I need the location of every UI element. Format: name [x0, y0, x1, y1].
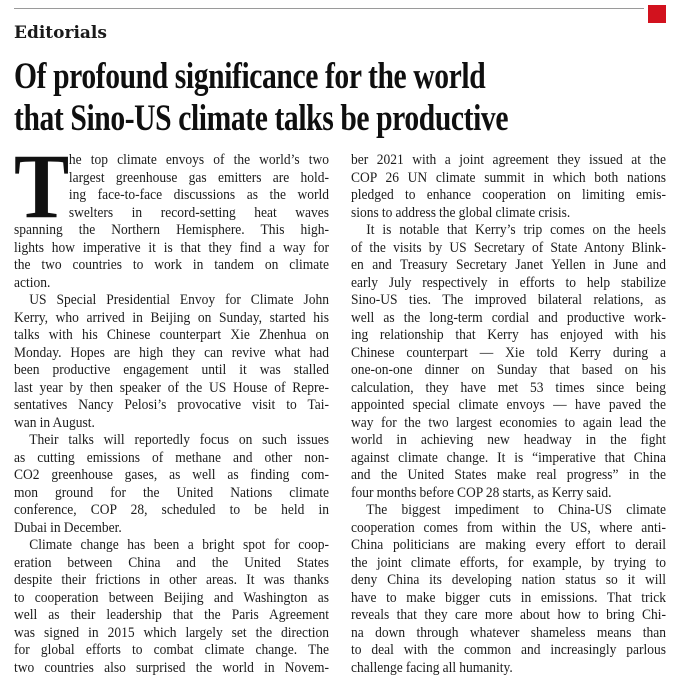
section-label: Editorials — [14, 23, 107, 43]
text-line: and the United States make real progress” in the — [351, 467, 666, 483]
text-line: largest greenhouse gas emitters are hold- — [68, 169, 329, 186]
text-line: sions to address the global climate crisis. — [351, 204, 571, 221]
masthead-rule — [14, 8, 644, 9]
paragraph — [351, 152, 666, 222]
text-line: Climate change has been a bright spot for coop- — [29, 537, 329, 553]
text-line: talks with his Chinese counterpart Xie Zhenhua on — [14, 327, 329, 343]
text-line: last year by then speaker of the US House of Repre- — [14, 379, 329, 396]
text-line: en and Treasury Secretary Janet Yellen in June and — [351, 257, 666, 273]
text-line: challenge facing all humanity. — [351, 659, 513, 676]
red-square-accent — [648, 5, 666, 23]
text-line: lights how imperative it is that they find a way for — [14, 239, 329, 256]
text-line: eration between China and the United States — [14, 554, 329, 571]
text-line: well as the long-term cordial and productive work- — [351, 309, 666, 326]
text-line: conference, COP 28, scheduled to be held in — [14, 502, 329, 518]
text-line: Monday. Hopes are high they can revive what had — [14, 344, 329, 361]
text-line: sentatives Nancy Pelosi’s provocative visit to Tai- — [14, 397, 329, 413]
text-line: despite their frictions in other areas. It was thanks — [14, 572, 329, 588]
text-line: of the visits by US Secretary of State Antony Blink- — [351, 239, 666, 256]
paragraph — [14, 292, 329, 432]
text-line: COP 26 UN climate summit in which both nations — [351, 169, 666, 186]
text-line: four months before COP 28 starts, as Kerry said. — [351, 484, 612, 501]
column-left — [14, 135, 329, 677]
text-line: cooperation comes from within the US, where anti- — [351, 519, 666, 536]
drop-cap: T — [14, 135, 68, 237]
headline — [14, 56, 680, 140]
text-line: he top climate envoys of the world’s two — [68, 152, 329, 168]
text-line: have to make bigger cuts in emissions. That trick — [351, 589, 666, 606]
paragraph — [14, 135, 329, 292]
text-line: for global efforts to combat climate change. The — [14, 642, 329, 658]
text-line: wan in August. — [14, 414, 95, 431]
text-line: way for the two largest economies to again lead the — [351, 414, 666, 431]
text-line: swelters in record-setting heat waves — [68, 204, 329, 221]
text-line: pledged to enhance cooperation on limiting emis- — [351, 187, 666, 203]
text-line: ing face-to-face discussions as the world — [68, 187, 329, 203]
text-line: ing relationship that Kerry has enjoyed with his — [351, 327, 666, 343]
headline-line-1: Of profound significance for the world — [14, 56, 486, 97]
text-line: deny China its developing nation status so it will — [351, 572, 666, 588]
text-line: It is notable that Kerry’s trip comes on the heels — [366, 222, 666, 238]
text-line: appointed special climate envoys — have paved the — [351, 397, 666, 413]
text-line: been productive engagement until it was stalled — [14, 362, 329, 378]
headline-line-2: that Sino-US climate talks be productive — [14, 98, 509, 139]
text-line: the two countries to work in tandem on climate — [14, 257, 329, 273]
text-line: ber 2021 with a joint agreement they issued at the — [351, 152, 666, 168]
text-line: na down through whatever shameless means than — [351, 624, 666, 641]
text-line: the joint climate efforts, for example, by trying to — [351, 554, 666, 571]
paragraph — [14, 537, 329, 677]
text-line: two countries also surprised the world in Novem- — [14, 659, 329, 676]
text-line: to deal with the common and increasingly parlous — [351, 642, 666, 658]
paragraph — [351, 222, 666, 502]
text-line: Sino-US ties. The improved bilateral relations, as — [351, 292, 666, 308]
text-line: to cooperation between Beijing and Washington as — [14, 589, 329, 606]
text-line: US Special Presidential Envoy for Climate John — [29, 292, 329, 308]
text-line: China politicians are making every effort to derail — [351, 537, 666, 553]
paragraph — [14, 432, 329, 537]
text-line: one-on-one dinner on Sunday that based on his — [351, 362, 666, 378]
text-line: reveals that they care more about how to bring Chi- — [351, 607, 666, 623]
text-line: well as their leadership that the Paris Agreement — [14, 607, 329, 623]
text-line: against climate change. It is “imperative that China — [351, 449, 666, 466]
text-line: Kerry, who arrived in Beijing on Sunday, started his — [14, 309, 329, 326]
text-line: CO2 greenhouse gases, as well as finding com- — [14, 467, 329, 483]
text-line: calculation, they have met 53 times since being — [351, 379, 666, 396]
masthead-rule-row — [14, 5, 666, 23]
text-line: spanning the Northern Hemisphere. This high- — [14, 222, 329, 238]
text-line: was signed in 2015 which largely set the direction — [14, 624, 329, 641]
text-line: Their talks will reportedly focus on such issues — [29, 432, 329, 448]
text-line: as cutting emissions of methane and other non- — [14, 449, 329, 466]
text-line: Chinese counterpart — Xie told Kerry during a — [351, 344, 666, 361]
text-line: world in achieving new headway in the fight — [351, 432, 666, 448]
column-right — [351, 152, 666, 677]
text-line: action. — [14, 274, 51, 291]
text-line: early July respectively in efforts to help stabilize — [351, 274, 666, 291]
text-line: Dubai in December. — [14, 519, 122, 536]
text-line: mon ground for the United Nations climate — [14, 484, 329, 501]
text-line: The biggest impediment to China-US climate — [366, 502, 666, 518]
paragraph — [351, 502, 666, 677]
